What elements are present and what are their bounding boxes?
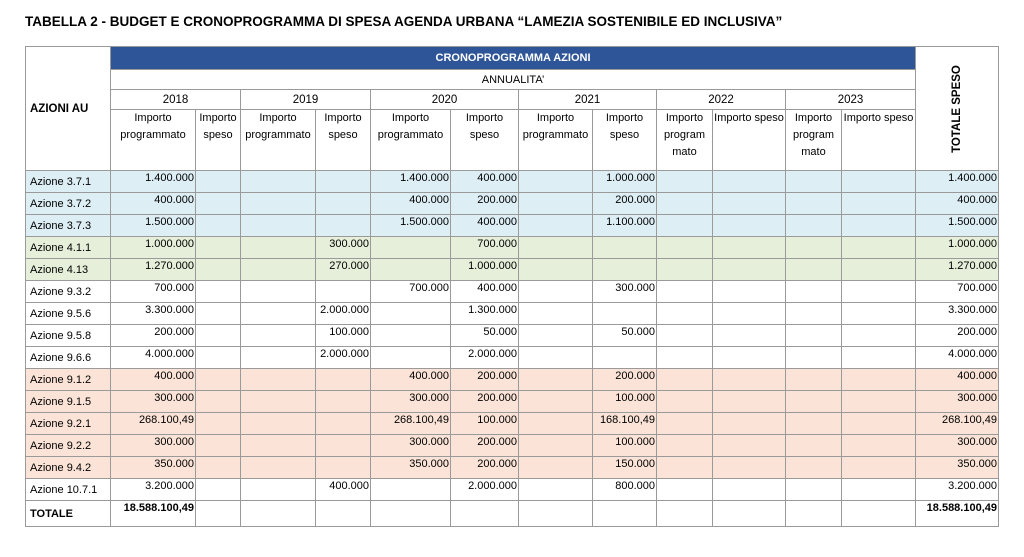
row-label: Azione 3.7.2 <box>26 193 111 215</box>
table-cell <box>657 281 713 303</box>
table-row <box>26 259 999 281</box>
year-header: 2019 <box>241 90 371 110</box>
cronoprogramma-header: CRONOPROGRAMMA AZIONI <box>111 47 916 70</box>
table-cell: 200.000 <box>593 369 657 391</box>
table-cell: 3.200.000 <box>111 479 196 501</box>
table-cell <box>657 215 713 237</box>
table-row <box>26 281 999 303</box>
table-cell <box>371 303 451 325</box>
row-label: Azione 9.2.1 <box>26 413 111 435</box>
table-row <box>26 457 999 479</box>
table-cell <box>241 215 316 237</box>
year-header: 2020 <box>371 90 519 110</box>
table-cell <box>786 413 842 435</box>
table-cell <box>842 435 916 457</box>
table-cell <box>519 369 593 391</box>
table-cell <box>713 347 786 369</box>
row-total: 300.000 <box>916 391 999 413</box>
table-cell <box>786 303 842 325</box>
table-cell: 2.000.000 <box>316 303 371 325</box>
table-cell <box>519 303 593 325</box>
table-cell <box>316 391 371 413</box>
table-cell <box>713 501 786 527</box>
table-cell <box>519 391 593 413</box>
row-total: 1.270.000 <box>916 259 999 281</box>
table-cell <box>519 413 593 435</box>
table-cell <box>196 281 241 303</box>
table-cell <box>842 325 916 347</box>
importo-speso-header: Importo speso <box>451 110 519 171</box>
table-cell <box>786 325 842 347</box>
table-cell: 2.000.000 <box>451 479 519 501</box>
table-cell <box>713 281 786 303</box>
table-cell: 400.000 <box>111 193 196 215</box>
row-total: 1.400.000 <box>916 171 999 193</box>
table-cell <box>657 413 713 435</box>
table-cell: 400.000 <box>451 281 519 303</box>
table-cell <box>196 303 241 325</box>
table-cell <box>657 325 713 347</box>
table-cell <box>241 281 316 303</box>
table-row <box>26 237 999 259</box>
table-cell: 168.100,49 <box>593 413 657 435</box>
table-cell <box>519 347 593 369</box>
table-cell: 300.000 <box>371 391 451 413</box>
table-cell <box>842 259 916 281</box>
table-cell <box>316 215 371 237</box>
table-cell <box>241 457 316 479</box>
table-row <box>26 347 999 369</box>
table-cell <box>786 435 842 457</box>
table-cell <box>786 237 842 259</box>
table-cell <box>451 501 519 527</box>
table-cell: 700.000 <box>451 237 519 259</box>
table-cell: 200.000 <box>593 193 657 215</box>
table-cell: 150.000 <box>593 457 657 479</box>
year-header: 2023 <box>786 90 916 110</box>
row-total: 1.000.000 <box>916 237 999 259</box>
table-cell <box>593 347 657 369</box>
table-cell <box>316 435 371 457</box>
table-cell <box>786 281 842 303</box>
table-cell <box>196 171 241 193</box>
table-cell <box>713 457 786 479</box>
table-cell <box>657 391 713 413</box>
table-row <box>26 171 999 193</box>
table-cell <box>196 369 241 391</box>
table-cell <box>241 435 316 457</box>
table-cell <box>657 369 713 391</box>
table-cell <box>842 391 916 413</box>
table-row <box>26 391 999 413</box>
table-cell <box>657 237 713 259</box>
table-cell <box>713 325 786 347</box>
row-total: 268.100,49 <box>916 413 999 435</box>
importo-programmato-header: Importo programmato <box>371 110 451 171</box>
table-cell: 200.000 <box>111 325 196 347</box>
table-cell <box>713 435 786 457</box>
row-total: 700.000 <box>916 281 999 303</box>
table-cell <box>241 501 316 527</box>
table-cell <box>371 237 451 259</box>
table-cell <box>842 193 916 215</box>
table-cell <box>519 325 593 347</box>
table-cell: 1.500.000 <box>371 215 451 237</box>
table-cell <box>713 259 786 281</box>
table-cell <box>196 193 241 215</box>
table-cell: 1.270.000 <box>111 259 196 281</box>
table-cell <box>842 281 916 303</box>
table-cell <box>371 259 451 281</box>
table-cell <box>316 413 371 435</box>
row-label: Azione 4.1.1 <box>26 237 111 259</box>
row-total: 400.000 <box>916 369 999 391</box>
table-cell <box>593 237 657 259</box>
table-cell <box>519 501 593 527</box>
table-cell <box>842 501 916 527</box>
row-label: Azione 9.5.6 <box>26 303 111 325</box>
table-cell: 1.000.000 <box>111 237 196 259</box>
table-cell: 1.500.000 <box>111 215 196 237</box>
table-cell <box>842 479 916 501</box>
table-cell: 1.000.000 <box>451 259 519 281</box>
row-label: Azione 9.3.2 <box>26 281 111 303</box>
table-cell <box>316 457 371 479</box>
totale-speso-header <box>916 47 999 171</box>
table-cell <box>786 457 842 479</box>
year-header: 2022 <box>657 90 786 110</box>
row-label: Azione 10.7.1 <box>26 479 111 501</box>
importo-speso-header: Importo speso <box>842 110 916 171</box>
table-cell <box>519 215 593 237</box>
table-cell <box>241 325 316 347</box>
table-cell <box>241 347 316 369</box>
table-cell <box>657 347 713 369</box>
table-row <box>26 303 999 325</box>
table-cell: 4.000.000 <box>111 347 196 369</box>
table-cell <box>657 435 713 457</box>
table-cell: 200.000 <box>451 193 519 215</box>
table-cell <box>371 347 451 369</box>
table-cell <box>657 193 713 215</box>
table-cell: 2.000.000 <box>451 347 519 369</box>
table-cell <box>241 413 316 435</box>
table-cell <box>786 501 842 527</box>
table-cell <box>657 171 713 193</box>
table-cell <box>316 501 371 527</box>
table-cell <box>196 215 241 237</box>
table-cell <box>196 413 241 435</box>
table-cell <box>196 391 241 413</box>
table-row <box>26 435 999 457</box>
table-cell: 1.400.000 <box>111 171 196 193</box>
table-cell <box>842 171 916 193</box>
table-cell <box>241 259 316 281</box>
annualita-header: ANNUALITA’ <box>111 70 916 90</box>
table-cell <box>713 171 786 193</box>
table-cell <box>786 479 842 501</box>
budget-table <box>25 46 999 527</box>
table-cell <box>241 171 316 193</box>
table-cell <box>842 413 916 435</box>
table-cell <box>713 237 786 259</box>
table-cell: 100.000 <box>316 325 371 347</box>
table-cell: 400.000 <box>371 193 451 215</box>
table-cell: 300.000 <box>111 435 196 457</box>
table-cell <box>786 391 842 413</box>
table-cell <box>196 457 241 479</box>
table-row <box>26 215 999 237</box>
table-cell <box>519 259 593 281</box>
row-total: 400.000 <box>916 193 999 215</box>
table-cell: 400.000 <box>451 171 519 193</box>
table-cell <box>657 501 713 527</box>
totals-row <box>26 501 999 527</box>
table-cell: 100.000 <box>451 413 519 435</box>
table-cell <box>786 171 842 193</box>
table-cell <box>196 479 241 501</box>
table-cell: 300.000 <box>371 435 451 457</box>
table-cell: 1.300.000 <box>451 303 519 325</box>
row-total: 18.588.100,49 <box>916 501 999 527</box>
table-cell <box>593 259 657 281</box>
table-cell: 350.000 <box>371 457 451 479</box>
row-total: 3.300.000 <box>916 303 999 325</box>
row-total: 350.000 <box>916 457 999 479</box>
table-cell <box>786 193 842 215</box>
table-row <box>26 413 999 435</box>
importo-speso-header: Importo speso <box>713 110 786 171</box>
table-cell <box>593 303 657 325</box>
table-cell: 300.000 <box>593 281 657 303</box>
table-cell: 270.000 <box>316 259 371 281</box>
table-cell: 3.300.000 <box>111 303 196 325</box>
row-label: Azione 9.1.5 <box>26 391 111 413</box>
table-row <box>26 479 999 501</box>
row-label: Azione 9.5.8 <box>26 325 111 347</box>
table-cell <box>316 281 371 303</box>
table-cell <box>196 325 241 347</box>
table-cell: 200.000 <box>451 435 519 457</box>
table-cell <box>842 457 916 479</box>
year-header: 2021 <box>519 90 657 110</box>
row-label: Azione 9.4.2 <box>26 457 111 479</box>
importo-programmato-header: Importo program mato <box>657 110 713 171</box>
table-cell: 700.000 <box>371 281 451 303</box>
table-cell <box>786 369 842 391</box>
table-cell: 350.000 <box>111 457 196 479</box>
table-cell <box>241 369 316 391</box>
row-label: Azione 3.7.3 <box>26 215 111 237</box>
table-title: TABELLA 2 - BUDGET E CRONOPROGRAMMA DI SPESA AGENDA URBANA “LAMEZIA SOSTENIBILE ED INCLUSIVA” <box>25 14 783 29</box>
table-cell: 400.000 <box>316 479 371 501</box>
table-cell <box>713 391 786 413</box>
table-cell <box>371 325 451 347</box>
table-cell: 300.000 <box>111 391 196 413</box>
row-label: Azione 9.6.6 <box>26 347 111 369</box>
table-cell: 200.000 <box>451 457 519 479</box>
azioni-au-header: AZIONI AU <box>26 47 111 171</box>
table-cell <box>657 457 713 479</box>
table-cell <box>842 369 916 391</box>
table-cell <box>196 237 241 259</box>
table-cell <box>786 215 842 237</box>
table-cell <box>519 479 593 501</box>
table-cell <box>786 347 842 369</box>
table-cell <box>657 259 713 281</box>
table-cell <box>786 259 842 281</box>
table-cell <box>519 281 593 303</box>
table-cell: 800.000 <box>593 479 657 501</box>
year-header: 2018 <box>111 90 241 110</box>
table-cell <box>196 259 241 281</box>
table-cell <box>519 435 593 457</box>
table-cell <box>713 193 786 215</box>
table-cell <box>842 215 916 237</box>
table-row <box>26 325 999 347</box>
table-cell: 400.000 <box>371 369 451 391</box>
table-cell: 1.100.000 <box>593 215 657 237</box>
table-cell: 18.588.100,49 <box>111 501 196 527</box>
table-cell: 1.400.000 <box>371 171 451 193</box>
table-cell: 50.000 <box>451 325 519 347</box>
table-cell <box>241 479 316 501</box>
table-cell <box>713 479 786 501</box>
table-cell <box>713 303 786 325</box>
table-cell <box>316 171 371 193</box>
table-cell <box>713 413 786 435</box>
table-cell <box>657 479 713 501</box>
totale-speso-label: TOTALE SPESO <box>951 64 964 153</box>
importo-programmato-header: Importo programmato <box>241 110 316 171</box>
table-cell <box>519 457 593 479</box>
table-cell <box>713 215 786 237</box>
importo-speso-header: Importo speso <box>196 110 241 171</box>
table-cell <box>196 435 241 457</box>
table-cell: 700.000 <box>111 281 196 303</box>
table-cell: 400.000 <box>451 215 519 237</box>
importo-speso-header: Importo speso <box>316 110 371 171</box>
row-label: Azione 9.1.2 <box>26 369 111 391</box>
table-cell <box>713 369 786 391</box>
table-row <box>26 193 999 215</box>
table-cell <box>316 369 371 391</box>
table-cell: 50.000 <box>593 325 657 347</box>
row-label: Azione 3.7.1 <box>26 171 111 193</box>
table-cell: 100.000 <box>593 435 657 457</box>
importo-programmato-header: Importo program mato <box>786 110 842 171</box>
row-total: 200.000 <box>916 325 999 347</box>
table-cell: 200.000 <box>451 369 519 391</box>
table-cell <box>593 501 657 527</box>
row-total: 4.000.000 <box>916 347 999 369</box>
row-total: 300.000 <box>916 435 999 457</box>
row-total: 3.200.000 <box>916 479 999 501</box>
table-row <box>26 369 999 391</box>
table-cell: 400.000 <box>111 369 196 391</box>
table-cell <box>371 501 451 527</box>
table-cell <box>519 171 593 193</box>
row-total: 1.500.000 <box>916 215 999 237</box>
table-cell <box>196 501 241 527</box>
table-cell <box>241 193 316 215</box>
table-cell <box>842 347 916 369</box>
table-cell: 268.100,49 <box>111 413 196 435</box>
table-cell <box>241 237 316 259</box>
table-cell <box>842 303 916 325</box>
table-cell: 2.000.000 <box>316 347 371 369</box>
importo-programmato-header: Importo programmato <box>519 110 593 171</box>
table-cell <box>519 193 593 215</box>
importo-programmato-header: Importo programmato <box>111 110 196 171</box>
table-cell: 300.000 <box>316 237 371 259</box>
table-cell: 1.000.000 <box>593 171 657 193</box>
table-cell <box>316 193 371 215</box>
table-cell <box>371 479 451 501</box>
row-label: Azione 4.13 <box>26 259 111 281</box>
table-cell <box>196 347 241 369</box>
table-cell: 268.100,49 <box>371 413 451 435</box>
table-cell <box>657 303 713 325</box>
table-cell <box>241 391 316 413</box>
row-label: Azione 9.2.2 <box>26 435 111 457</box>
table-cell: 200.000 <box>451 391 519 413</box>
table-cell <box>241 303 316 325</box>
table-cell <box>842 237 916 259</box>
table-cell: 100.000 <box>593 391 657 413</box>
importo-speso-header: Importo speso <box>593 110 657 171</box>
table-cell <box>519 237 593 259</box>
row-label: TOTALE <box>26 501 111 527</box>
